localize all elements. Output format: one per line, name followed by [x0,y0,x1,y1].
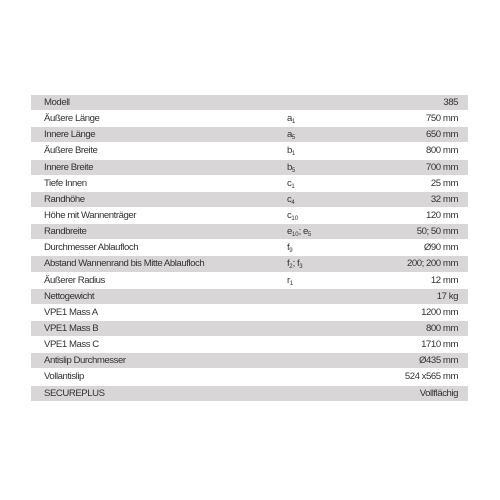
row-value: Ø90 mm [423,242,458,254]
row-label: Tiefe Innen [44,177,87,189]
table-row [31,305,468,321]
table-row [31,240,468,256]
row-value: 17 kg [436,290,458,302]
row-value: 524 x565 mm [404,371,458,383]
table-row [31,127,468,143]
row-value: Ø435 mm [419,355,458,367]
row-symbol: $e_{10}$; $e_5$ [287,226,312,239]
table-row [31,353,468,369]
row-label: Antislip Durchmesser [44,355,126,367]
row-label: VPE1 Mass B [44,322,99,334]
row-value: 385 [443,97,458,108]
row-label: Innere Breite [44,161,94,173]
row-symbol: $a_1$ [287,113,296,126]
table-row [31,95,468,111]
row-label: Äußere Länge [44,113,100,125]
table-row [31,143,468,159]
table-row [31,273,468,289]
table-row [31,386,468,402]
table-row [31,192,468,208]
row-label: SECUREPLUS [44,387,105,399]
row-label: Innere Länge [44,129,96,141]
table-row [31,224,468,240]
row-symbol: $c_{10}$ [287,209,299,222]
row-label: Durchmesser Ablaufloch [44,242,139,254]
table-row [31,176,468,192]
row-label: Äußerer Radius [44,274,105,286]
row-value: 12 mm [430,274,458,286]
row-symbol: $c_4$ [287,193,295,206]
row-label: Modell [44,97,70,108]
row-symbol: $f_2$; $f_3$ [287,258,303,271]
table-row [31,321,468,337]
table-row [31,160,468,176]
row-value: 1200 mm [421,306,458,318]
row-value: 1710 mm [421,339,458,351]
row-label: Abstand Wannenrand bis Mitte Ablaufloch [44,258,205,270]
row-symbol: $a_5$ [287,129,296,142]
row-value: 700 mm [426,161,458,173]
row-symbol: $c_1$ [287,177,295,190]
row-value: 200; 200 mm [406,258,458,270]
row-symbol: $b_1$ [287,145,296,158]
row-label: Vollantislip [44,371,84,383]
row-value: 120 mm [426,209,458,221]
row-label: VPE1 Mass C [44,339,99,351]
table-row [31,337,468,353]
row-label: VPE1 Mass A [44,306,98,318]
row-symbol: $r_1$ [287,274,294,287]
row-label: Randhöhe [44,193,85,205]
table-row [31,111,468,127]
row-value: 800 mm [426,145,458,157]
spec-table [31,95,468,402]
row-value: 25 mm [430,177,458,189]
row-label: Höhe mit Wannenträger [44,209,137,221]
row-value: 750 mm [426,113,458,125]
row-value: 800 mm [426,322,458,334]
row-value: 32 mm [430,193,458,205]
table-row [31,256,468,272]
row-symbol: $f_9$ [287,242,293,255]
row-symbol: $b_5$ [287,161,296,174]
row-label: Äußere Breite [44,145,98,157]
table-row [31,208,468,224]
row-value: Vollflächig [419,387,458,399]
row-label: Randbreite [44,226,87,238]
table-row [31,289,468,305]
row-label: Nettogewicht [44,290,95,302]
row-value: 50; 50 mm [416,226,458,238]
row-value: 650 mm [426,129,458,141]
table-row [31,369,468,385]
